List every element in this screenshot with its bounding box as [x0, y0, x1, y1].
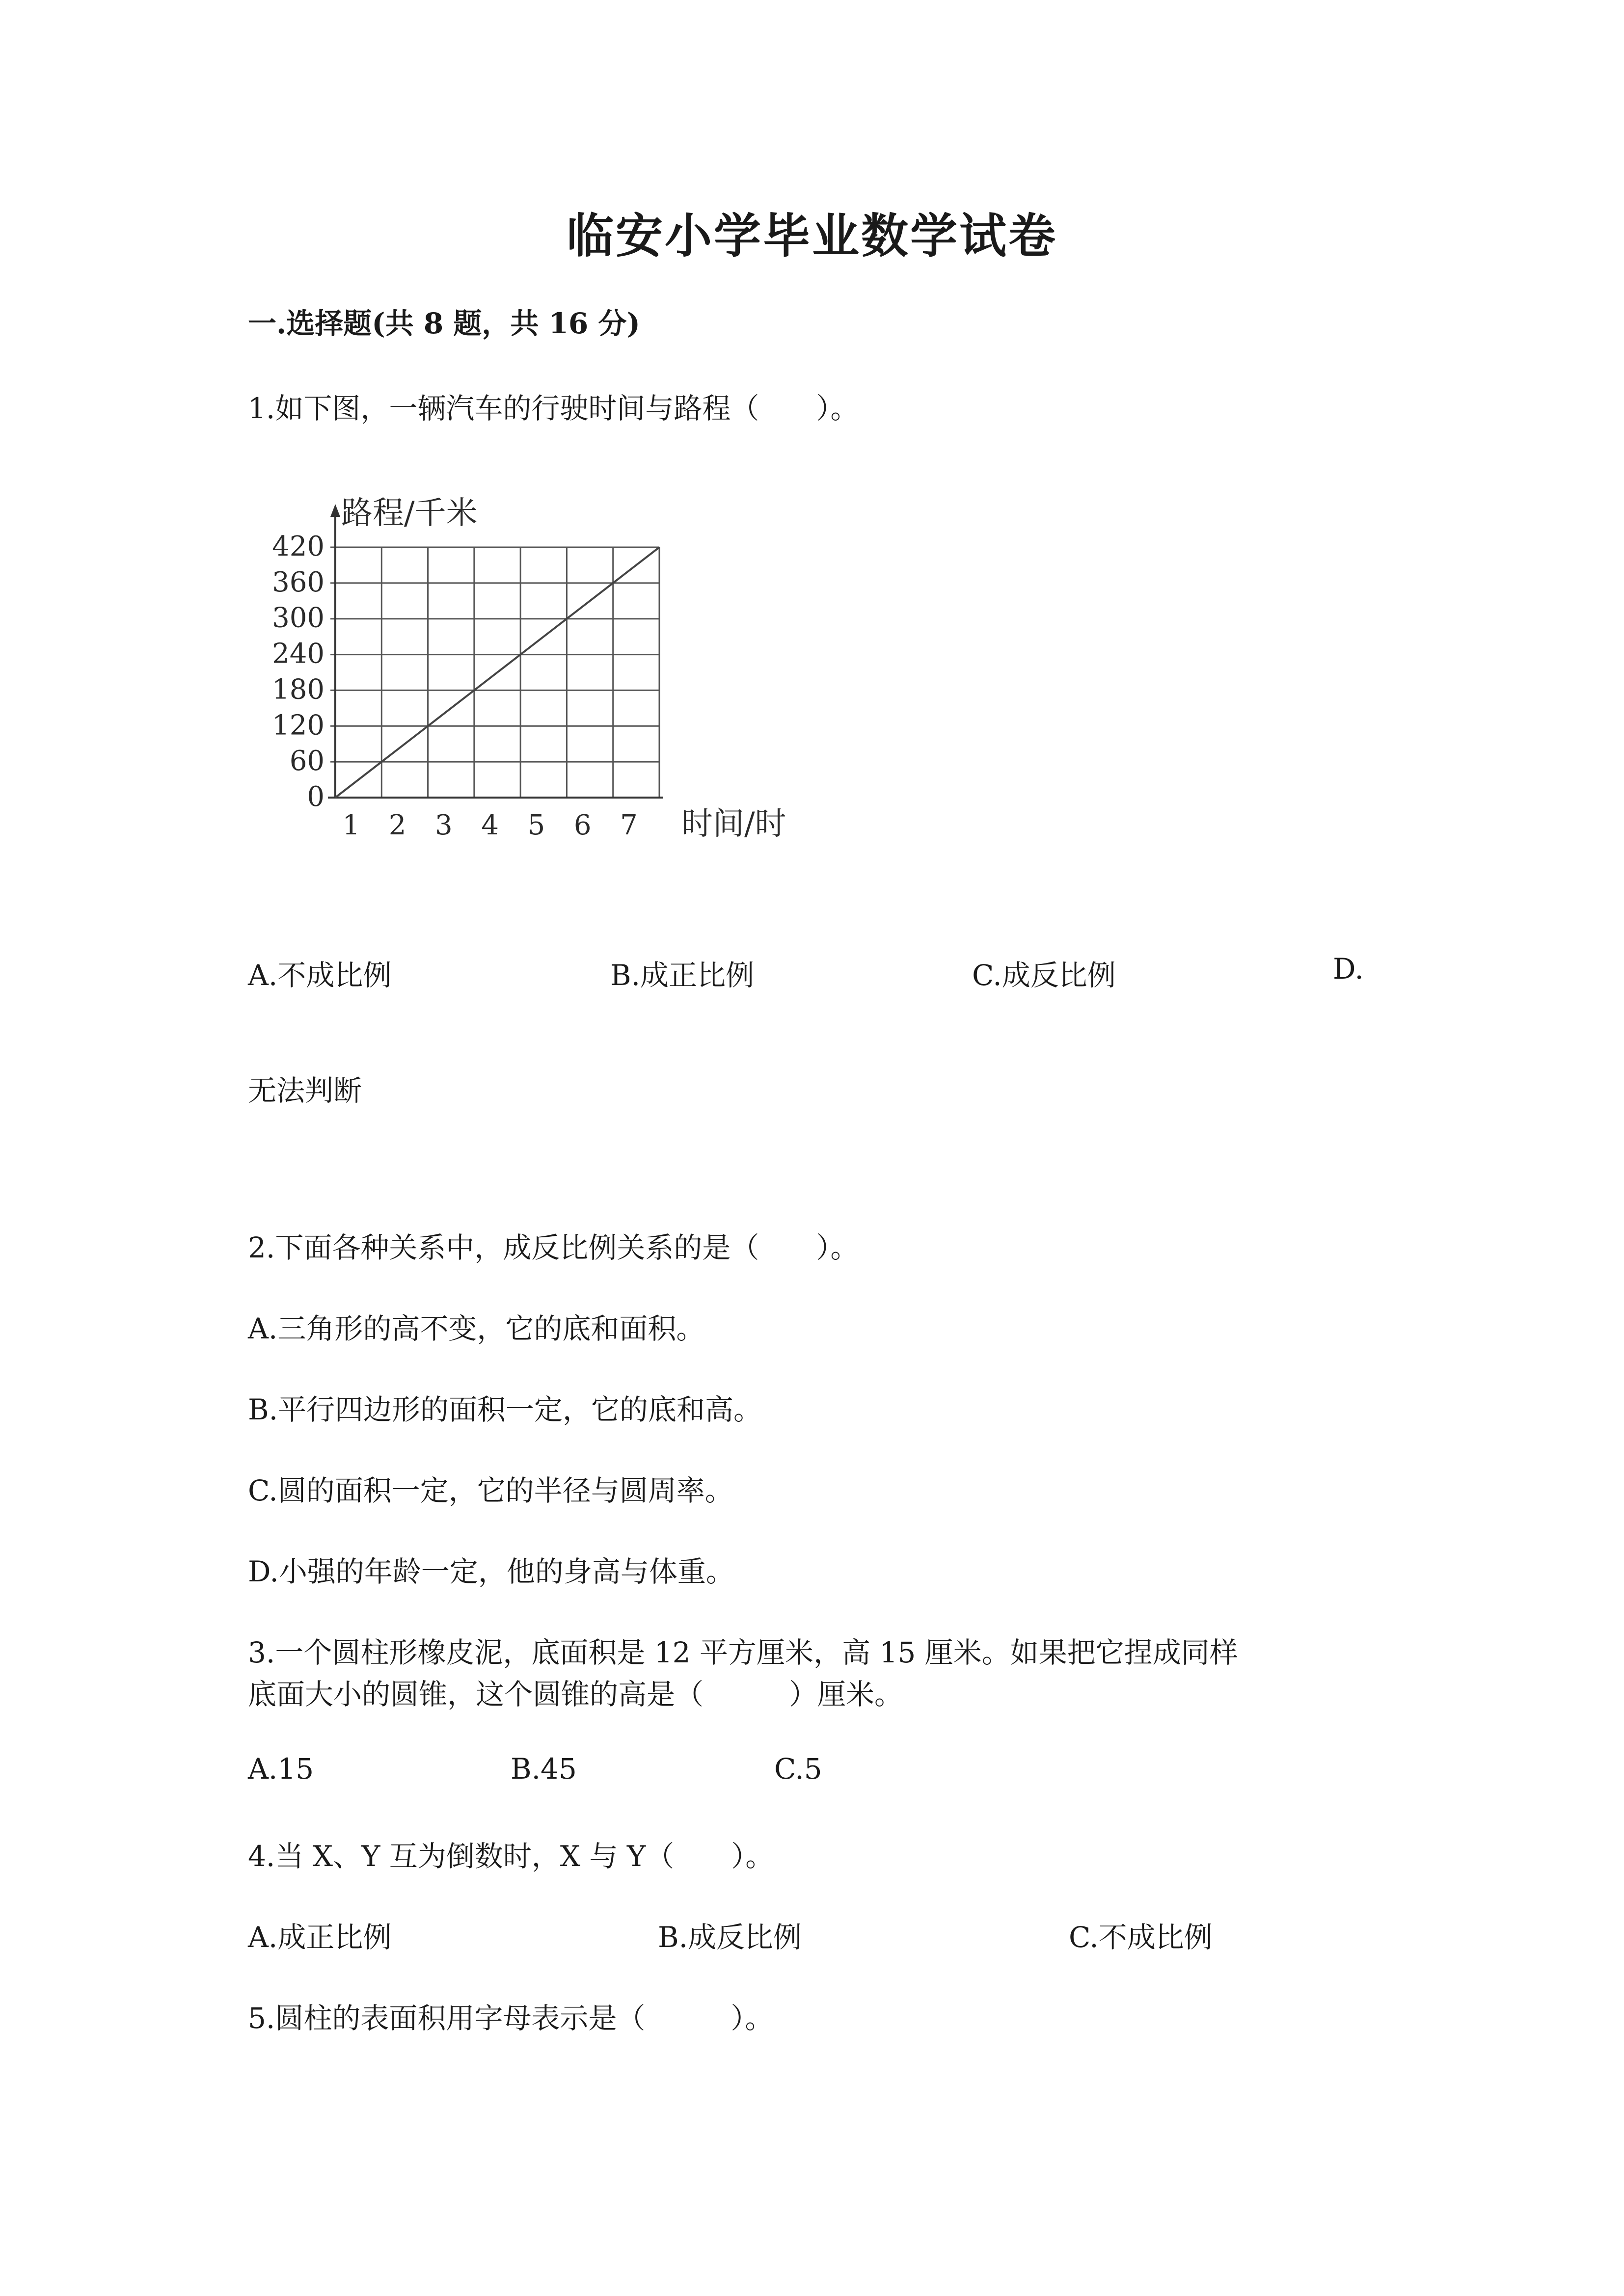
x-tick-label: 2 — [388, 809, 406, 841]
x-tick-label: 5 — [527, 809, 545, 841]
question-3-option-b: B.45 — [511, 1752, 577, 1786]
y-tick-label: 420 — [272, 531, 325, 562]
question-3-stem-line-1: 3.一个圆柱形橡皮泥，底面积是 12 平方厘米，高 15 厘米。如果把它捏成同样 — [248, 1636, 1238, 1669]
y-tick-label: 240 — [272, 638, 325, 670]
question-4-option-c: C.不成比例 — [1069, 1921, 1213, 1954]
question-3-stem-line-2: 底面大小的圆锥，这个圆锥的高是（ ）厘米。 — [248, 1678, 903, 1711]
question-2-option-b: B.平行四边形的面积一定，它的底和高。 — [248, 1393, 762, 1426]
x-tick-label: 3 — [435, 809, 453, 841]
series-line — [335, 547, 659, 798]
question-1-option-a: A.不成比例 — [248, 959, 392, 992]
y-tick-label: 120 — [272, 709, 325, 742]
question-1-option-d: D. — [1333, 952, 1364, 986]
question-1-option-b: B.成正比例 — [610, 959, 755, 992]
y-tick-label: 60 — [289, 745, 325, 777]
question-4-option-a: A.成正比例 — [248, 1921, 392, 1954]
y-tick-label: 180 — [272, 673, 325, 706]
question-2-option-a: A.三角形的高不变，它的底和面积。 — [248, 1312, 705, 1345]
y-tick-label: 0 — [307, 781, 325, 813]
question-2-option-d: D.小强的年龄一定，他的身高与体重。 — [248, 1555, 734, 1588]
question-1-option-c: C.成反比例 — [972, 959, 1116, 992]
page-title: 临安小学毕业数学试卷 — [567, 208, 1057, 264]
y-axis-title: 路程/千米 — [341, 495, 478, 532]
question-3-option-a: A.15 — [248, 1752, 314, 1786]
chart-svg — [243, 481, 822, 864]
x-tick-label: 7 — [620, 809, 638, 841]
y-tick-label: 360 — [272, 566, 325, 598]
question-2-stem: 2.下面各种关系中，成反比例关系的是（ ）。 — [248, 1231, 859, 1264]
y-tick-label: 300 — [272, 602, 325, 634]
y-axis-arrow — [330, 504, 340, 517]
question-2-option-c: C.圆的面积一定，它的半径与圆周率。 — [248, 1474, 733, 1507]
x-tick-label: 4 — [481, 809, 499, 841]
question-5-stem: 5.圆柱的表面积用字母表示是（ ）。 — [248, 2002, 774, 2035]
section-heading: 一.选择题(共 8 题，共 16 分) — [248, 307, 640, 340]
question-1-stem: 1.如下图，一辆汽车的行驶时间与路程（ ）。 — [248, 392, 859, 425]
question-1-option-d-text: 无法判断 — [248, 1074, 362, 1107]
distance-time-chart — [243, 481, 822, 864]
x-tick-label: 1 — [342, 809, 360, 841]
x-axis-title: 时间/时 — [681, 806, 786, 842]
x-tick-label: 6 — [573, 809, 592, 841]
question-4-option-b: B.成反比例 — [658, 1921, 802, 1954]
question-3-option-c: C.5 — [774, 1752, 822, 1786]
question-4-stem: 4.当 X、Y 互为倒数时，X 与 Y（ ）。 — [248, 1840, 774, 1873]
